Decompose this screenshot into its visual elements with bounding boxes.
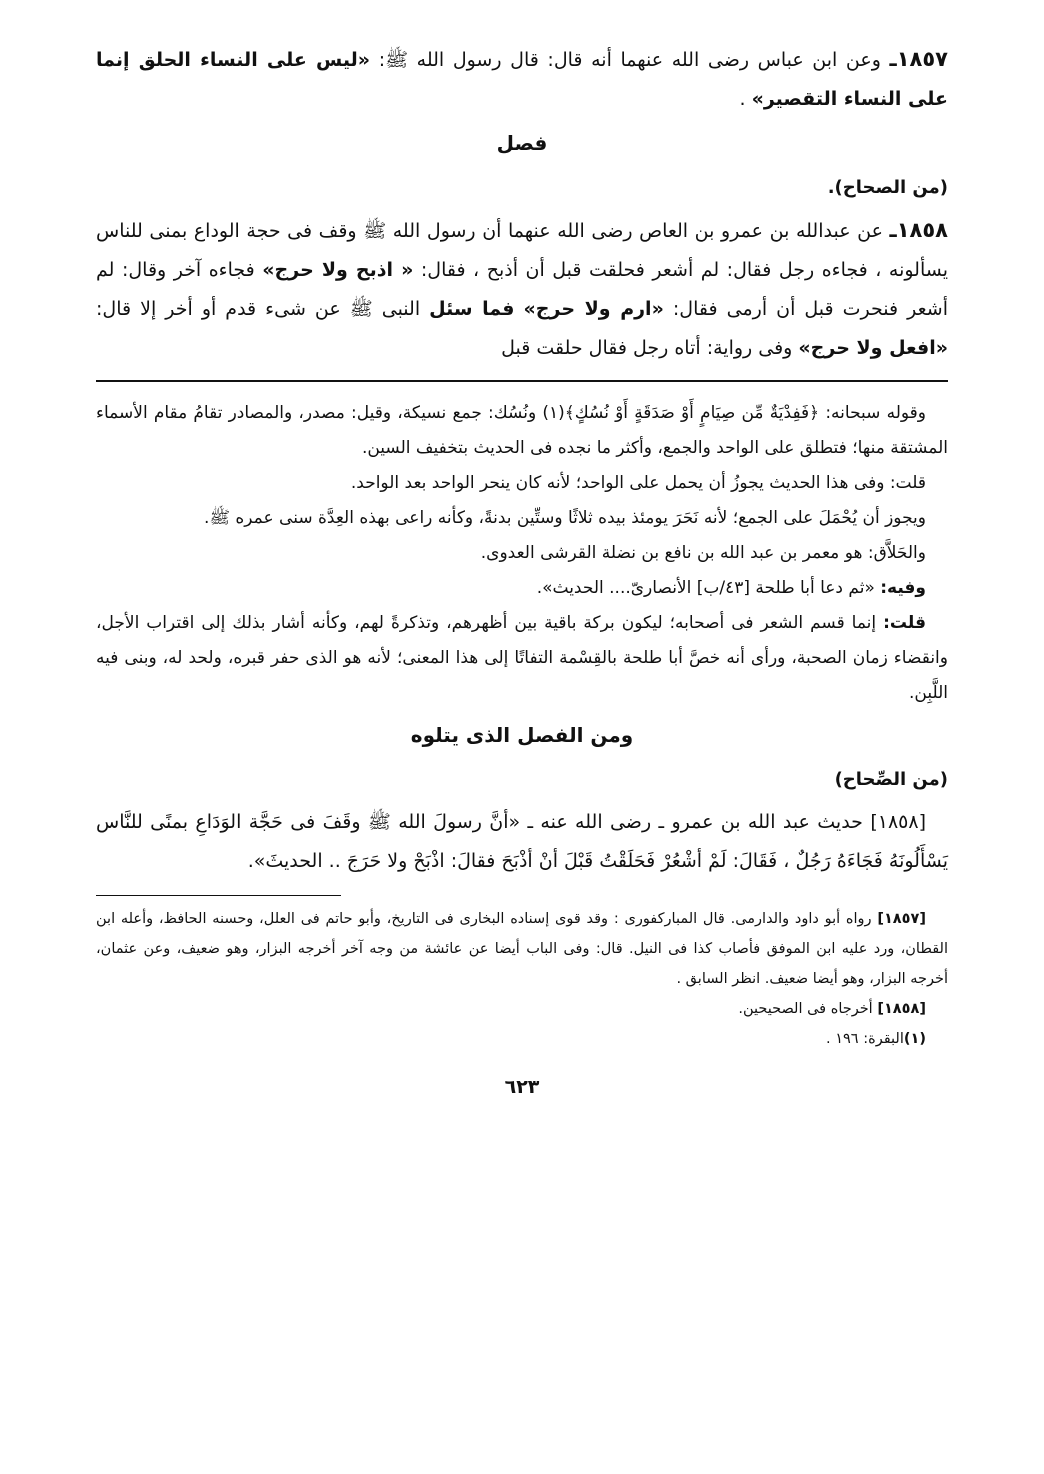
- commentary-text: وقوله سبحانه:: [825, 403, 927, 423]
- commentary-paragraph: قلت: وفى هذا الحديث يجوزُ أن يحمل على الواحد؛ لأنه كان ينحر الواحد بعد الواحد.: [350, 473, 926, 493]
- commentary-label: وفيه:: [880, 578, 926, 598]
- section-heading: فصل: [496, 131, 548, 155]
- footnote-separator: [96, 895, 341, 896]
- hadith-text-part3: النبى ﷺ عن شىء قدم أو أخر إلا قال:: [96, 298, 421, 320]
- hadith-quote-2: «ارم ولا حرج»: [523, 298, 664, 320]
- footnote-number: [١٨٥٧]: [877, 911, 926, 927]
- separator-rule: [96, 380, 948, 382]
- hadith-number: ١٨٥٧ـ: [889, 47, 949, 71]
- commentary-paragraph: والحَلاَّق: هو معمر بن عبد الله بن نافع بن نضلة القرشى العدوى.: [480, 543, 926, 563]
- min-sihah-label: (من الصحاح).: [827, 177, 948, 198]
- hadith-text: حديث عبد الله بن عمرو ـ رضى الله عنه ـ «أنَّ رسولَ الله ﷺ وقَفَ فى حَجَّة الوَدَاعِ بمنًى للنَّاس يَسْأَلُونَهُ فَجَاءَهُ رَجُلٌ ، فَقَالَ: لَمْ أشْعُرْ فَحَلَقْتُ قَبْلَ أنْ أذْبَحَ فقالَ: اذْبَحْ ولا حَرَجَ .. الحديثَ».: [96, 811, 948, 872]
- footnote-number: [١٨٥٨]: [877, 1001, 926, 1017]
- hadith-text-part2: فجاءه آخر وقال: لم أشعر فنحرت قبل أن أرمى فقال:: [96, 259, 948, 320]
- section2-heading: ومن الفصل الذى يتلوه: [410, 723, 634, 747]
- footnote-1857: [96, 904, 948, 994]
- quran-verse: ﴿فَفِدْيَةٌ مِّن صِيَامٍ أَوْ صَدَقَةٍ أَوْ نُسُكٍ﴾: [564, 403, 820, 423]
- min-sihah-label-2: (من الصِّحاح): [834, 769, 948, 790]
- hadith-quote-3: «افعل ولا حرج»: [798, 337, 948, 359]
- hadith-1858-variant: [96, 803, 948, 881]
- hadith-bold-phrase: فما سئل: [429, 298, 515, 320]
- commentary-paragraph: ويجوز أن يُحْمَلَ على الجمع؛ لأنه نَحَرَ يومئذ بيده ثلاثًا وستِّين بدنةً، وكأنه راعى بهذه العِدَّة سنى عمره ﷺ.: [204, 508, 926, 528]
- footnote-ref: (١): [542, 403, 565, 423]
- hadith-1858: [96, 211, 948, 368]
- footnote-1858: [96, 994, 948, 1024]
- hadith-end: .: [739, 88, 746, 110]
- footnote-text: أخرجاه فى الصحيحين.: [738, 1001, 873, 1017]
- hadith-quote-1: « اذبح ولا حرج»: [262, 259, 414, 281]
- commentary-paragraph: [96, 606, 948, 711]
- hadith-quote: «ليس على النساء الحلق إنما على النساء التقصير»: [96, 49, 948, 110]
- hadith-text: وعن ابن عباس رضى الله عنهما أنه قال: قال رسول الله ﷺ:: [378, 49, 881, 71]
- commentary-text: إنما قسم الشعر فى أصحابه؛ ليكون بركة باقية بين أظهرهم، وتذكرةً لهم، وكأنه أشار بذلك إلى اقتراب الأجل، وانقضاء زمان الصحبة، ورأى أنه خصَّ أبا طلحة بالقِسْمة التفاتًا إلى هذا المعنى؛ لأنه هو الذى حفر قبره، ولحد له، وبنى فيه اللَّبِن.: [96, 613, 948, 703]
- footnote-text: رواه أبو داود والدارمى. قال المباركفورى : وقد قوى إسناده البخارى فى التاريخ، وأبو حاتم فى العلل، وحسنه الحافظ، وأعله ابن القطان، ورد عليه ابن الموفق فأصاب كذا فى النيل. قال: وفى الباب أيضا عن عائشة من وجه آخر أخرجه البزار، وهو ضعيف، وعن عثمان، أخرجه البزار، وهو أيضا ضعيف. انظر السابق .: [96, 911, 948, 987]
- hadith-text-part1: عن عبدالله بن عمرو بن العاص رضى الله عنهما أن رسول الله ﷺ وقف فى حجة الوداع بمنى للناس يسألونه ، فجاءه رجل فقال: لم أشعر فحلقت قبل أن أذبح ، فقال:: [96, 220, 948, 281]
- footnote-number: (١): [903, 1031, 926, 1047]
- footnote-text: البقرة: ١٩٦ .: [826, 1031, 904, 1047]
- commentary-label: قلت:: [883, 613, 926, 633]
- page-number: ٦٢٣: [504, 1076, 540, 1098]
- commentary-text: «ثم دعا أبا طلحة [٤٣/ب] الأنصارىّ.... الحديث».: [536, 578, 875, 598]
- hadith-bracket-number: [١٨٥٨]: [870, 811, 926, 833]
- hadith-text-part4: وفى رواية: أتاه رجل فقال حلقت قبل: [501, 337, 793, 359]
- book-page: [96, 40, 948, 1474]
- footnote-quran-ref: [96, 1024, 948, 1054]
- hadith-number: ١٨٥٨ـ: [889, 218, 949, 242]
- commentary-paragraph: [96, 396, 948, 466]
- hadith-1857: [96, 40, 948, 119]
- commentary-paragraph: [96, 571, 948, 606]
- commentary-text: ونُسُك: جمع نسيكة، وقيل: مصدر، والمصادر تقامُ مقام الأسماء المشتقة منها؛ فتطلق على الواحد والجمع، وأكثر ما نجده فى الحديث بتخفيف السين.: [96, 403, 948, 458]
